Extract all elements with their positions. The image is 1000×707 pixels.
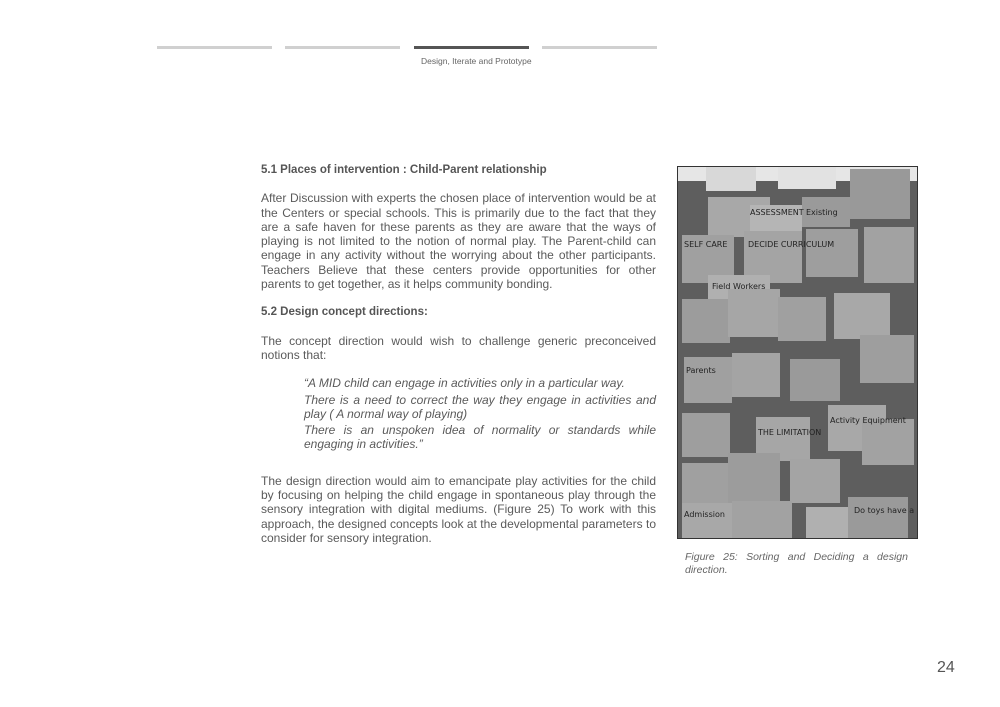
progress-segment-4 (542, 46, 657, 49)
section-closing-5-2: The design direction would aim to emancipate play activities for the child by focusing on helping the child engage in spontaneous play through the sensory integration with digital mediums. (Figure 25) To work with this approach, the designed concepts look at the developmental parameters to consider for sensory integration. (261, 473, 656, 545)
section-heading-5-1: 5.1 Places of intervention : Child-Parent relationship (261, 164, 547, 176)
note-label: SELF CARE (684, 240, 728, 249)
section-body-5-1: After Discussion with experts the chosen place of intervention would be at the Centers or special schools. This is primarily due to the fact that they are a safe haven for these parents as they are aware that the ways of playing is not limited to the notion of normal play. The Parent-child can engage in any activity without the worrying about the other participants. Teachers Believe that these centers provide opportunities for other parents to get together, as it helps community bonding. (261, 191, 656, 292)
progress-segment-1 (157, 46, 272, 49)
note-label: ASSESSMENT (750, 208, 804, 217)
quote-line: “A MID child can engage in activities only in a particular way. (304, 376, 625, 391)
note-label: Field Workers (712, 282, 766, 291)
section-intro-5-2: The concept direction would wish to challenge generic preconceived notions that: (261, 333, 656, 362)
quote-line: There is a need to correct the way they engage in activities and play ( A normal way of playing) (304, 392, 656, 421)
note-label: THE LIMITATION (758, 428, 822, 437)
section-progress (157, 46, 657, 76)
progress-segment-3-active (414, 46, 529, 49)
section-heading-5-2: 5.2 Design concept directions: (261, 306, 428, 319)
progress-active-label: Design, Iterate and Prototype (421, 56, 532, 66)
note-label: Do toys have a (854, 506, 915, 515)
sticky-notes-board (678, 167, 917, 538)
progress-segment-2 (285, 46, 400, 49)
page-number: 24 (937, 659, 955, 676)
note-label: Admission (684, 510, 725, 519)
figure-25-photo (677, 166, 918, 539)
quote-line: There is an unspoken idea of normality or standards while engaging in activities.” (304, 423, 656, 452)
note-label: Existing (806, 208, 838, 217)
note-label: Activity Equipment (830, 416, 906, 425)
note-label: Parents (686, 366, 716, 375)
figure-caption: Figure 25: Sorting and Deciding a design direction. (685, 551, 908, 576)
main-content (261, 163, 656, 559)
note-label: DECIDE CURRICULUM (748, 240, 835, 249)
preconceived-notions-quote (304, 376, 656, 451)
